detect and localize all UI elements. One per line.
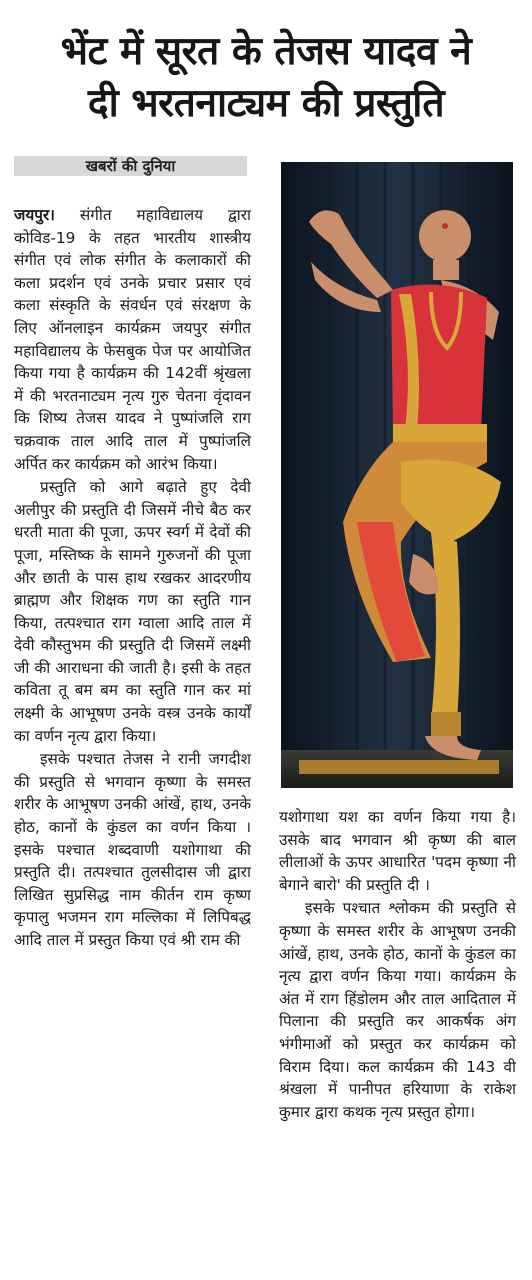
bharatanatyam-dancer-icon xyxy=(281,162,513,788)
article-paragraph: प्रस्तुति को आगे बढ़ाते हुए देवी अलीपुर की प्रस्तुति दी जिसमें नीचे बैठ कर धरती माता की पूजा, ऊपर स्वर्ग में देवों की पूजा, मस्तिष्क के सामने गुरुजनों की पूजा और छाती के पास हाथ रखकर आदरणीय ब्राह्मण और शिक्षक गण का स्तुति गान किया, तत्पश्चात राग ग्वाला आदि ताल में देवी कौस्तुभम की प्रस्तुति दी जिसमें लक्ष्मी जी की आराधना की जाती है। इसी के तहत कविता तू बम बम का स्तुति गान कर मां लक्ष्मी के आभूषण उनके वस्त्र उनके कार्यों का वर्णन नृत्य द्वारा किया। xyxy=(14,478,251,745)
headline xyxy=(10,26,522,130)
article-paragraph: इसके पश्चात श्लोकम की प्रस्तुति से कृष्णा के समस्त शरीर के आभूषण उनकी आंखें, हाथ, उनके होठ, कानों के कुंडल का नृत्य द्वारा वर्णन किया गया। कार्यक्रम के अंत में राग हिंडोलम और ताल आदिताल में पिलाना की प्रस्तुति कर आकर्षक अंग भंगीमाओं को प्रस्तुत कर कार्यक्रम को विराम दिया। कल कार्यक्रम की 143 वी श्रंखला में पानीपत हरियाणा के राकेश कुमार द्वारा कथक नृत्य प्रस्तुत होगा। xyxy=(279,899,516,1121)
article-paragraph xyxy=(14,204,251,475)
article-column-left xyxy=(14,204,251,953)
headline-line-1: भेंट में सूरत के तेजस यादव ने xyxy=(60,29,472,74)
dancer-photo xyxy=(281,162,513,788)
article-column-right xyxy=(279,806,516,1124)
article-paragraph: यशोगाथा यश का वर्णन किया गया है। उसके बाद भगवान श्री कृष्ण की बाल लीलाओं के ऊपर आधारित 'पदम कृष्णा नी बेगाने बारो' की प्रस्तुति दी । xyxy=(279,808,516,894)
section-tag: खबरों की दुनिया xyxy=(14,156,247,176)
paragraph-text: संगीत महाविद्यालय द्वारा कोविड-19 के तहत भारतीय शास्त्रीय संगीत एवं लोक संगीत के कलाकारों की कला प्रदर्शन एवं उनके प्रचार प्रसार एवं कला संस्कृति के संवर्धन एवं संरक्षण के लिए ऑनलाइन कार्यक्रम जयपुर संगीत महाविद्यालय के फेसबुक पेज पर आयोजित किया गया है कार्यक्रम की 142वीं श्रृंखला में की भरतनाट्यम नृत्य गुरु चेतना वृंदावन कि शिष्य तेजस यादव ने पुष्पांजलि राग चक्रवाक ताल आदि ताल में पुष्पांजलि अर्पित कर कार्यक्रम को आरंभ किया। xyxy=(14,206,251,473)
article-paragraph: इसके पश्चात तेजस ने रानी जगदीश की प्रस्तुति से भगवान कृष्णा के समस्त शरीर के आभूषण उनकी आंखें, हाथ, उनके होठ, कानों के कुंडल का वर्णन किया । इसके पश्चात शब्दवाणी यशोगाथा की प्रस्तुति दी। तत्पश्चात तुलसीदास जी द्वारा लिखित सुप्रसिद्ध नाम कीर्तन राम कृष्ण कृपालु भजमन राग मल्लिका में लिपिबद्ध आदि ताल में प्रस्तुत किया एवं श्री राम की xyxy=(14,750,251,949)
headline-line-2: दी भरतनाट्यम की प्रस्तुति xyxy=(87,81,445,126)
dateline: जयपुर। xyxy=(14,206,55,224)
